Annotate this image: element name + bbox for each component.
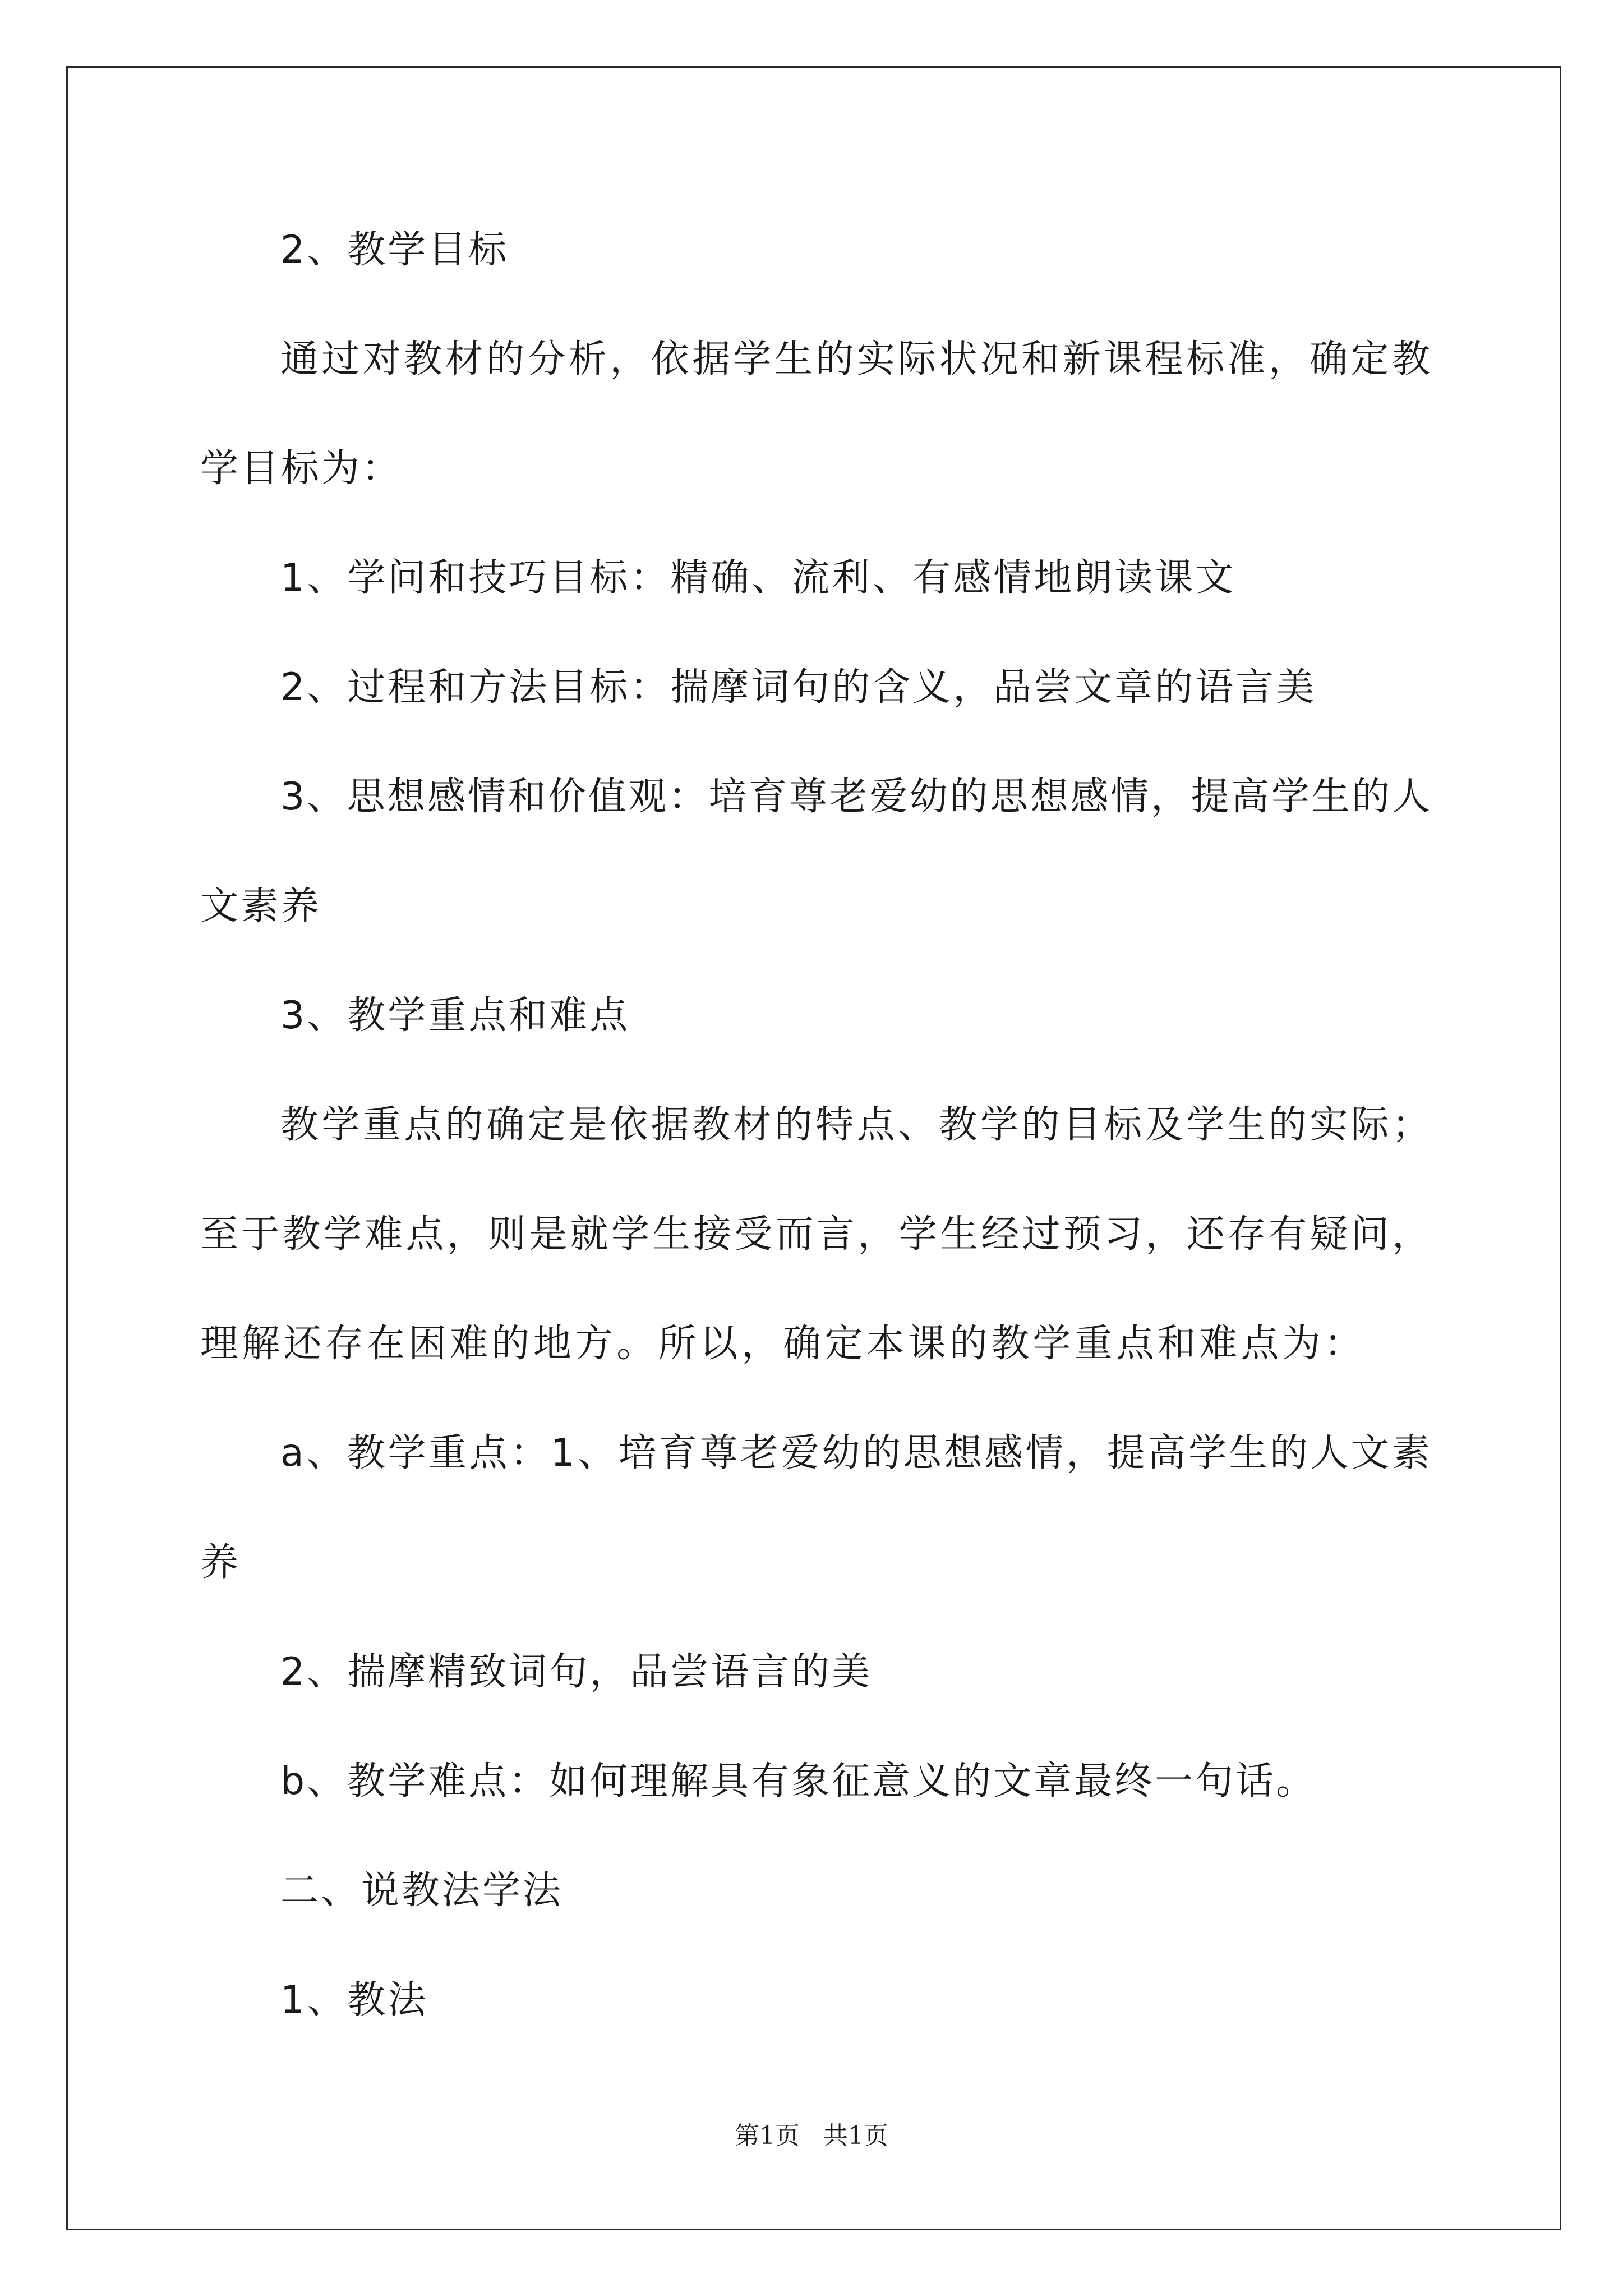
paragraph-line: 教学重点的确定是依据教材的特点、教学的目标及学生的实际； <box>280 1103 1430 1147</box>
list-item-knowledge-goal: 1、学问和技巧目标：精确、流利、有感情地朗读课文 <box>280 556 1236 600</box>
page-number-total: 共1页 <box>823 2122 888 2150</box>
list-item-key-point: 2、揣摩精致词句，品尝语言的美 <box>280 1650 873 1694</box>
paragraph-line: 至于教学难点，则是就学生接受而言，学生经过预习，还存有疑问， <box>200 1212 1430 1257</box>
list-item-process-goal: 2、过程和方法目标：揣摩词句的含义，品尝文章的语言美 <box>280 665 1317 710</box>
paragraph-line: 通过对教材的分析，依据学生的实际状况和新课程标准，确定教 <box>280 337 1430 381</box>
section-heading-key-points: 3、教学重点和难点 <box>280 993 630 1038</box>
page-number-current: 第1页 <box>735 2122 800 2150</box>
paragraph-line: 学目标为： <box>200 447 403 491</box>
list-item-difficulty: b、教学难点：如何理解具有象征意义的文章最终一句话。 <box>280 1759 1317 1803</box>
paragraph-line: 文素养 <box>200 884 322 928</box>
paragraph-line: 养 <box>200 1540 241 1585</box>
section-heading-methods: 二、说教法学法 <box>280 1869 564 1913</box>
paragraph-line: 理解还存在困难的地方。所以，确定本课的教学重点和难点为： <box>200 1322 1362 1366</box>
list-item-values-goal: 3、思想感情和价值观：培育尊老爱幼的思想感情，提高学生的人 <box>280 775 1430 819</box>
page-footer <box>0 2120 1623 2152</box>
subsection-heading-teaching-method: 1、教法 <box>280 1978 428 2022</box>
section-heading-teaching-goals: 2、教学目标 <box>280 228 509 272</box>
list-item-key-point: a、教学重点：1、培育尊老爱幼的思想感情，提高学生的人文素 <box>280 1431 1430 1475</box>
